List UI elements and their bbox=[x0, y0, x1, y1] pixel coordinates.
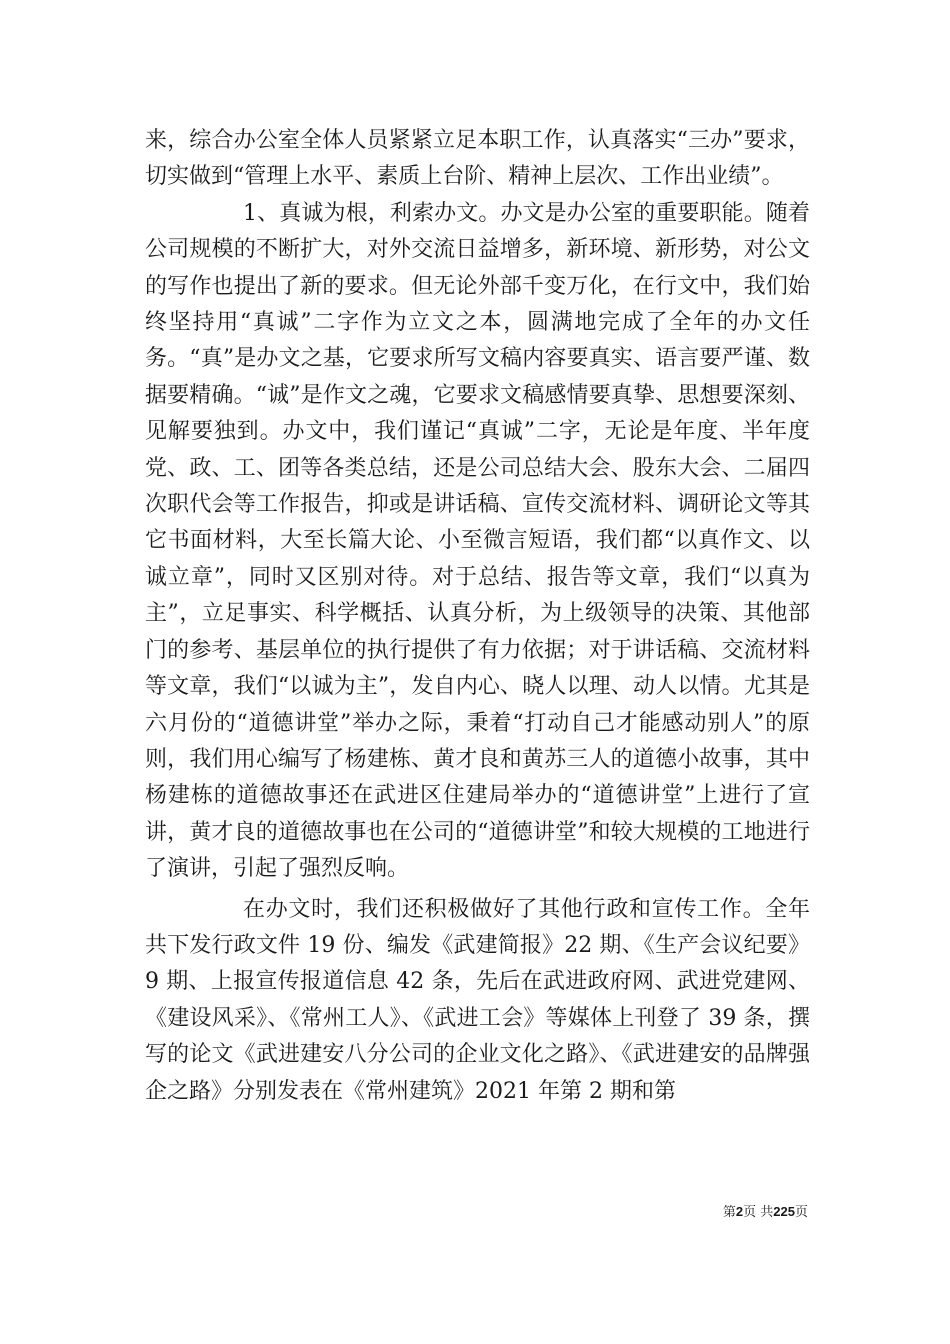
page-footer bbox=[723, 1201, 808, 1220]
footer-middle: 页 共 bbox=[743, 1205, 774, 1220]
footer-suffix: 页 bbox=[794, 1205, 808, 1220]
footer-total-pages: 225 bbox=[773, 1204, 795, 1219]
body-text bbox=[145, 123, 810, 1110]
paragraph-3: 在办文时，我们还积极做好了其他行政和宣传工作。全年共下发行政文件 19 份、编发《武建简报》22 期、《生产会议纪要》9 期、上报宣传报道信息 42 条，先后在武进政府网、武进党建网、《建设风采》、《常州工人》、《武进工会》等媒体上刊登了 39 条，撰写的论文《武进建安八分公司的企业文化之路》、《武进建安的品牌强企之路》分别发表在《常州建筑》2021 年第 2 期和第 bbox=[145, 896, 810, 1104]
paragraph-2: 1、真诚为根，利索办文。办文是办公室的重要职能。随着公司规模的不断扩大，对外交流日益增多，新环境、新形势，对公文的写作也提出了新的要求。但无论外部千变万化，在行文中，我们始终坚持用“真诚”二字作为立文之本，圆满地完成了全年的办文任务。“真”是办文之基，它要求所写文稿内容要真实、语言要严谨、数据要精确。“诚”是作文之魂，它要求文稿感情要真挚、思想要深刻、见解要独到。办文中，我们谨记“真诚”二字，无论是年度、半年度党、政、工、团等各类总结，还是公司总结大会、股东大会、二届四次职代会等工作报告，抑或是讲话稿、宣传交流材料、调研论文等其它书面材料，大至长篇大论、小至微言短语，我们都“以真作文、以诚立章”，同时又区别对待。对于总结、报告等文章，我们“以真为主”，立足事实、科学概括、认真分析，为上级领导的决策、其他部门的参考、基层单位的执行提供了有力依据；对于讲话稿、交流材料等文章，我们“以诚为主”，发自内心、晓人以理、动人以情。尤其是六月份的“道德讲堂”举办之际，秉着“打动自己才能感动别人”的原则，我们用心编写了杨建栋、黄才良和黄苏三人的道德小故事，其中杨建栋的道德故事还在武进区住建局举办的“道德讲堂”上进行了宣讲，黄才良的道德故事也在公司的“道德讲堂”和较大规模的工地进行了演讲，引起了强烈反响。 bbox=[145, 200, 810, 882]
footer-page-number: 2 bbox=[735, 1204, 744, 1219]
footer-prefix: 第 bbox=[722, 1205, 736, 1220]
paragraph-1: 来，综合办公室全体人员紧紧立足本职工作，认真落实“三办”要求，切实做到“管理上水平、素质上台阶、精神上层次、工作出业绩”。 bbox=[145, 128, 810, 190]
